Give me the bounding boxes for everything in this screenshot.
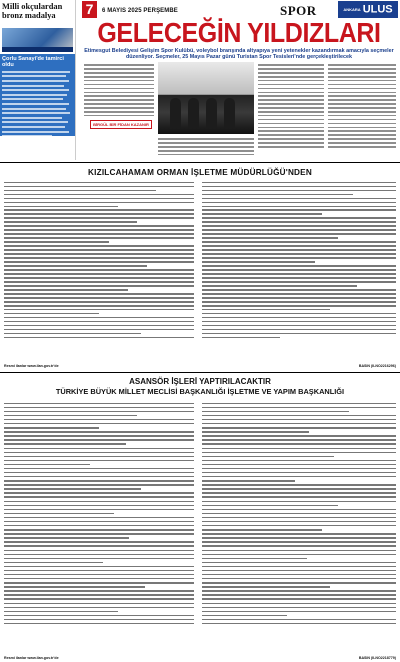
- notice-forestry-column-right: [202, 179, 396, 359]
- notice-forestry-footer-right: BASIN (ILNO2216296): [358, 364, 396, 368]
- team-photo: [158, 62, 254, 134]
- notice-forestry-title: KIZILCAHAMAM ORMAN İŞLETME MÜDÜRLÜĞÜ'NDEN: [88, 168, 312, 177]
- notice-elevator-footer-left: Resmi ilanlar www.ilan.gov.tr'de: [4, 656, 59, 660]
- notice-elevator-title: ASANSÖR İŞLERİ YAPTIRILACAKTIR: [129, 377, 271, 386]
- issue-date: 6 MAYIS 2025 PERŞEMBE: [102, 8, 178, 14]
- sidebar-photo: [2, 28, 73, 52]
- notice-elevator-column-right: [202, 400, 396, 652]
- photo-caption-text: [158, 136, 254, 160]
- story-column-4: [328, 62, 396, 160]
- newspaper-logo: ANKARA ULUS: [338, 1, 398, 18]
- notice-forestry-column-left: [4, 179, 194, 359]
- notice-forestry-footer-left: Resmi ilanlar www.ilan.gov.tr'de: [4, 364, 59, 368]
- page-number: 7: [82, 1, 97, 18]
- section-title: SPOR: [280, 3, 317, 18]
- sidebar-blue-box: [0, 54, 75, 136]
- sports-story: [80, 62, 398, 160]
- notice-elevator-body: [4, 400, 396, 652]
- notice-elevator-footer-right: BASIN (ILNO2218779): [358, 656, 396, 660]
- story-deck: Etimesgut Belediyesi Gelişim Spor Kulübü, voleybol branşında altyapıya yeni yetenekler kazandırmak amacıyla seçmeler düzenliyor. Seçmeler, 25 Mayıs Pazar günü Turistan Spor Tesisleri'nde gerçekleştirilecek: [84, 48, 394, 61]
- story-headline: GELECEĞİN YILDIZLARI: [97, 17, 381, 49]
- notice-elevator-subtitle: TÜRKİYE BÜYÜK MİLLET MECLİSİ BAŞKANLIĞI İŞLETME VE YAPIM BAŞKANLIĞI: [55, 387, 345, 396]
- sidebar-lead: [0, 21, 75, 26]
- page-header: [80, 1, 398, 18]
- sidebar-headline: Milli okçulardan bronz madalya: [2, 2, 63, 20]
- notice-elevator-column-left: [4, 400, 194, 652]
- notice-elevator: [0, 372, 400, 662]
- left-sidebar: [0, 0, 76, 160]
- notice-forestry-body: [4, 179, 396, 359]
- notice-forestry: [0, 162, 400, 370]
- byline-box: [90, 120, 152, 129]
- sidebar-photo-caption: Çorlu Sanayi'de tamirci oldu: [2, 55, 64, 68]
- story-byline: BİRGÜL BİR FİDAN KAZANIR: [93, 122, 149, 127]
- story-column-1: [84, 62, 154, 160]
- story-column-3: [258, 62, 324, 160]
